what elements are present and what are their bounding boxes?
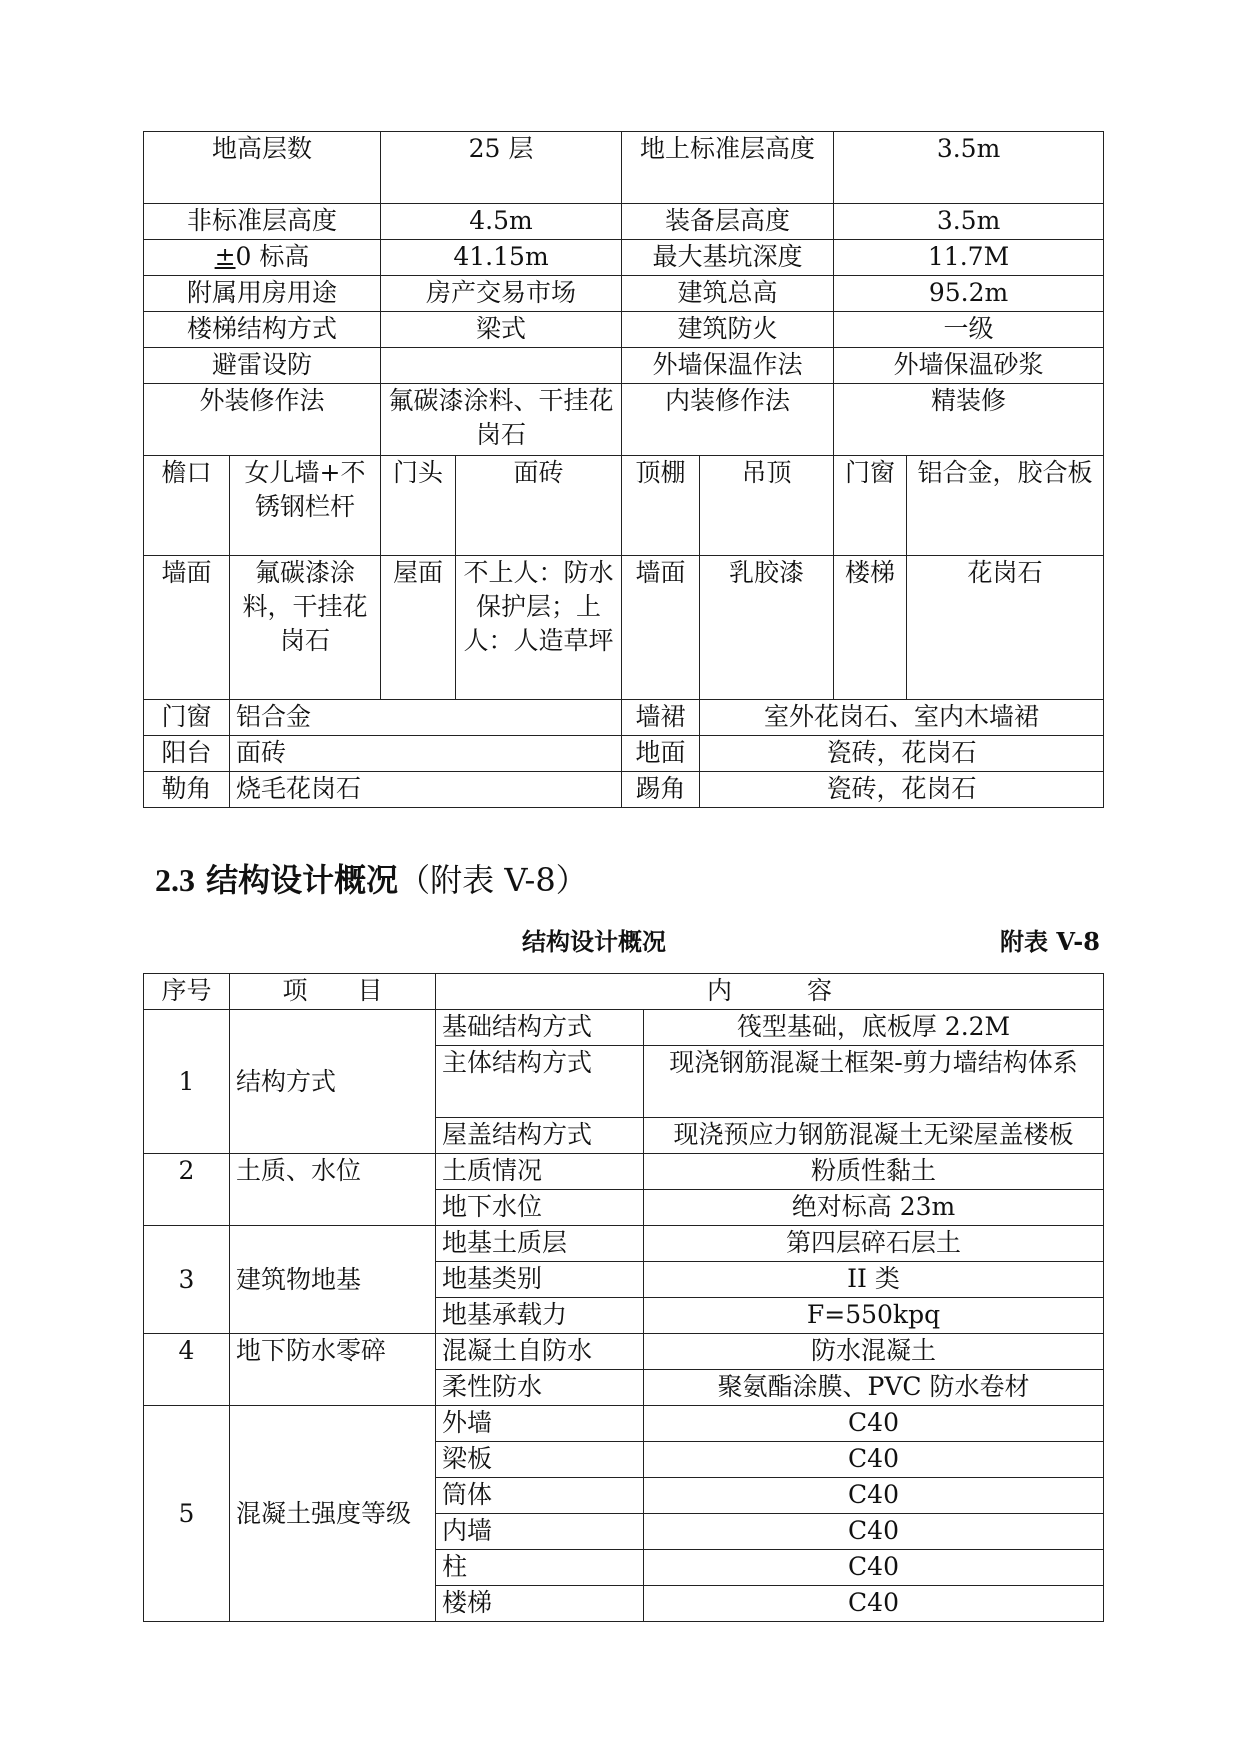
table-caption-title: 结构设计概况 [522,927,666,956]
label-plinth: 勒角 [144,772,230,808]
table-row [144,240,1104,276]
row-value: 聚氨酯涂膜、PVC 防水卷材 [644,1370,1104,1406]
row-label: 混凝土自防水 [436,1334,644,1370]
row-label: 内墙 [436,1514,644,1550]
label-eaves: 檐口 [144,456,230,556]
row-value: 防水混凝土 [644,1334,1104,1370]
table-row [144,700,1104,736]
structure-design-table [143,973,1104,1622]
value-doors-windows-ext: 铝合金 [230,700,622,736]
value-exterior-finish: 氟碳漆涂料、干挂花岗石 [381,384,622,456]
value-doors-windows-int: 铝合金，胶合板 [907,456,1104,556]
label-balcony: 阳台 [144,736,230,772]
label-stairs: 楼梯 [834,556,907,700]
label-stair-structure: 楼梯结构方式 [144,312,381,348]
label-roof: 屋面 [381,556,456,700]
value-skirting: 瓷砖，花岗石 [700,772,1104,808]
value-roof: 不上人：防水保护层；上人：人造草坪 [456,556,622,700]
label-pit-depth: 最大基坑深度 [622,240,834,276]
table-row [144,556,1104,700]
row-value: C40 [644,1586,1104,1622]
section-number: 2.3 [155,862,195,898]
row-value: F=550kpq [644,1298,1104,1334]
table-row [144,204,1104,240]
value-ceiling: 吊顶 [700,456,834,556]
label-zero-elevation [144,240,381,276]
group-item: 地下防水零碎 [230,1334,436,1406]
table-row [144,772,1104,808]
row-label: 屋盖结构方式 [436,1118,644,1154]
table-row [144,1406,1104,1442]
group-no: 4 [144,1334,230,1406]
label-floor: 地面 [622,736,700,772]
row-label: 筒体 [436,1478,644,1514]
label-doors-windows-ext: 门窗 [144,700,230,736]
row-label: 楼梯 [436,1586,644,1622]
label-total-height: 建筑总高 [622,276,834,312]
label-floors: 地高层数 [144,132,381,204]
row-value: 绝对标高 23m [644,1190,1104,1226]
value-annex-use: 房产交易市场 [381,276,622,312]
value-pit-depth: 11.7M [834,240,1104,276]
row-label: 主体结构方式 [436,1046,644,1118]
label-equip-floor-height: 装备层高度 [622,204,834,240]
label-doors-windows-int: 门窗 [834,456,907,556]
table-row [144,736,1104,772]
row-label: 土质情况 [436,1154,644,1190]
group-no: 1 [144,1010,230,1154]
table-row [144,1010,1104,1046]
value-eaves: 女儿墙+不锈钢栏杆 [230,456,381,556]
header-content: 内 容 [436,974,1104,1010]
building-info-table [143,131,1104,808]
row-value: 现浇预应力钢筋混凝土无梁屋盖楼板 [644,1118,1104,1154]
table-header-row [144,974,1104,1010]
table-row [144,1154,1104,1190]
row-value: C40 [644,1478,1104,1514]
label-std-floor-height: 地上标准层高度 [622,132,834,204]
group-no: 3 [144,1226,230,1334]
row-label: 地基类别 [436,1262,644,1298]
value-wall-ext: 氟碳漆涂料，干挂花岗石 [230,556,381,700]
plus-minus-sign: ± [214,242,236,271]
row-value: 粉质性黏土 [644,1154,1104,1190]
table-caption-id: 附表 V-8 [1000,927,1100,956]
value-wall-insulation: 外墙保温砂浆 [834,348,1104,384]
header-item: 项 目 [230,974,436,1010]
label-zero-elevation-text: 0 标高 [235,242,310,271]
row-value: 现浇钢筋混凝土框架-剪力墙结构体系 [644,1046,1104,1118]
group-no: 5 [144,1406,230,1622]
section-title: 结构设计概况 [206,862,399,898]
group-item: 混凝土强度等级 [230,1406,436,1622]
label-fire-rating: 建筑防火 [622,312,834,348]
table-row [144,276,1104,312]
row-value: II 类 [644,1262,1104,1298]
header-no: 序号 [144,974,230,1010]
value-lightning [381,348,622,384]
row-label: 基础结构方式 [436,1010,644,1046]
table-row [144,456,1104,556]
value-stair-structure: 梁式 [381,312,622,348]
label-skirting: 踢角 [622,772,700,808]
row-value: C40 [644,1406,1104,1442]
table-row [144,132,1104,204]
row-value: C40 [644,1514,1104,1550]
row-value: C40 [644,1442,1104,1478]
table-row [144,1226,1104,1262]
table-row [144,312,1104,348]
value-balcony: 面砖 [230,736,622,772]
value-std-floor-height: 3.5m [834,132,1104,204]
section-paren: （附表 V-8） [398,861,588,899]
label-exterior-finish: 外装修作法 [144,384,381,456]
value-nonstd-floor-height: 4.5m [381,204,622,240]
label-wall-insulation: 外墙保温作法 [622,348,834,384]
row-value: 第四层碎石层土 [644,1226,1104,1262]
table-row [144,348,1104,384]
value-wainscot: 室外花岗石、室内木墙裙 [700,700,1104,736]
row-label: 柔性防水 [436,1370,644,1406]
value-interior-finish: 精装修 [834,384,1104,456]
group-no: 2 [144,1154,230,1226]
label-interior-finish: 内装修作法 [622,384,834,456]
value-plinth: 烧毛花岗石 [230,772,622,808]
group-item: 建筑物地基 [230,1226,436,1334]
table-row [144,384,1104,456]
label-lightning: 避雷设防 [144,348,381,384]
label-annex-use: 附属用房用途 [144,276,381,312]
label-wainscot: 墙裙 [622,700,700,736]
label-entrance: 门头 [381,456,456,556]
row-label: 梁板 [436,1442,644,1478]
row-label: 柱 [436,1550,644,1586]
label-nonstd-floor-height: 非标准层高度 [144,204,381,240]
row-value: 筏型基础，底板厚 2.2M [644,1010,1104,1046]
row-label: 地基土质层 [436,1226,644,1262]
label-wall-ext: 墙面 [144,556,230,700]
value-wall-int: 乳胶漆 [700,556,834,700]
label-wall-int: 墙面 [622,556,700,700]
value-total-height: 95.2m [834,276,1104,312]
label-ceiling: 顶棚 [622,456,700,556]
value-floors: 25 层 [381,132,622,204]
row-label: 地下水位 [436,1190,644,1226]
value-entrance: 面砖 [456,456,622,556]
group-item: 结构方式 [230,1010,436,1154]
value-fire-rating: 一级 [834,312,1104,348]
value-equip-floor-height: 3.5m [834,204,1104,240]
row-label: 外墙 [436,1406,644,1442]
group-item: 土质、水位 [230,1154,436,1226]
row-label: 地基承载力 [436,1298,644,1334]
value-stairs: 花岗石 [907,556,1104,700]
table-row [144,1334,1104,1370]
section-heading [155,855,588,901]
row-value: C40 [644,1550,1104,1586]
value-zero-elevation: 41.15m [381,240,622,276]
value-floor: 瓷砖，花岗石 [700,736,1104,772]
